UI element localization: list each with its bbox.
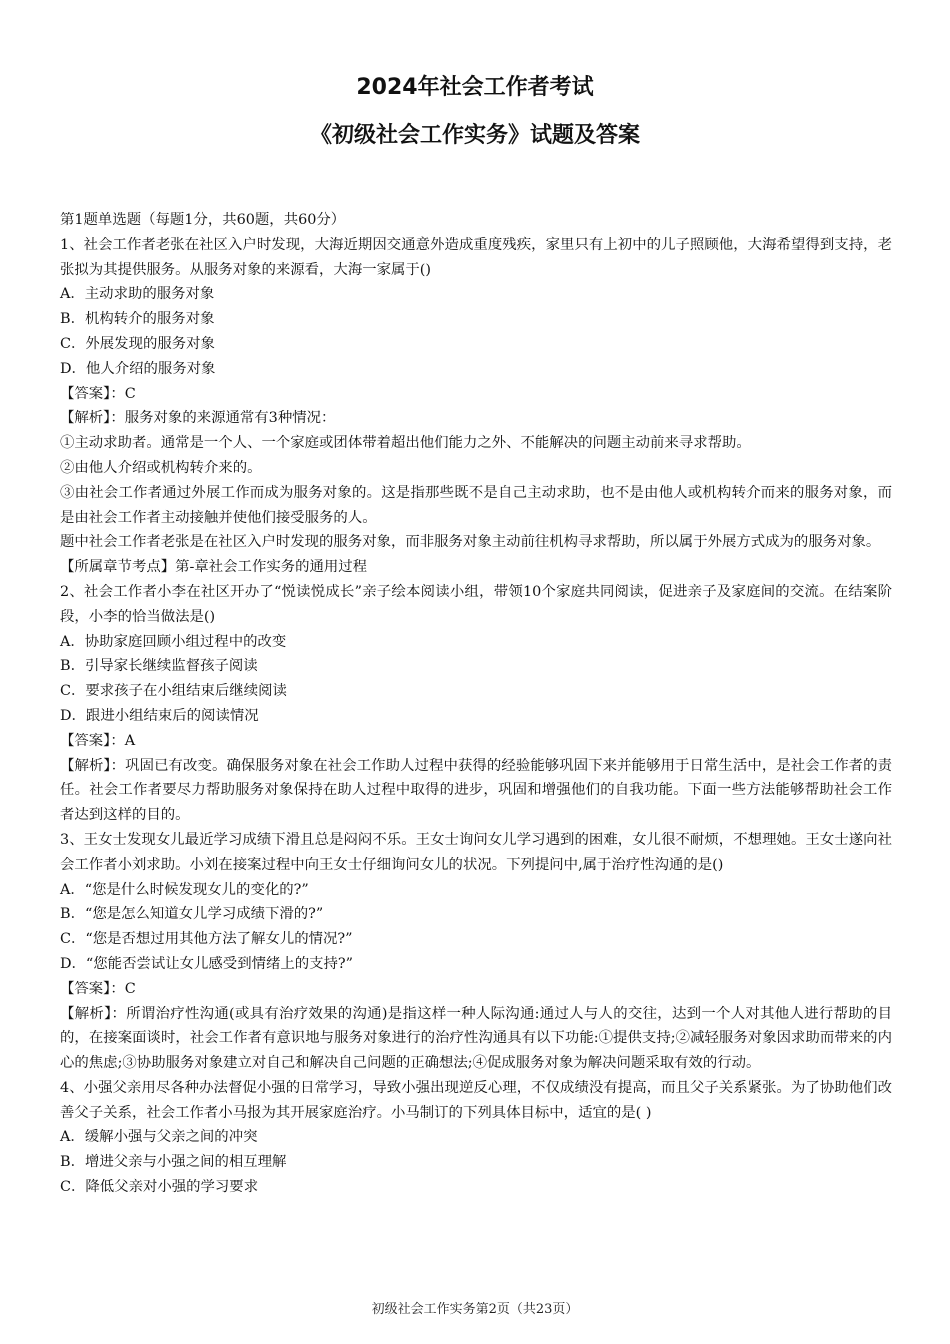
question-4-option-b: B．增进父亲与小强之间的相互理解 xyxy=(60,1154,287,1171)
document-title: 2024年社会工作者考试 xyxy=(356,75,594,100)
question-4-option-c: C．降低父亲对小强的学习要求 xyxy=(60,1179,259,1196)
document-body xyxy=(60,208,892,1200)
document-subtitle: 《初级社会工作实务》试题及答案 xyxy=(309,123,640,148)
question-3-option-c: C．“您是否想过用其他方法了解女儿的情况?” xyxy=(60,931,353,948)
question-1-point-1: ①主动求助者。通常是一个人、一个家庭或团体带着超出他们能力之外、不能解决的问题主动前来寻求帮助。 xyxy=(60,435,751,452)
question-1-point-3: ③由社会工作者通过外展工作而成为服务对象的。这是指那些既不是自己主动求助，也不是由他人或机构转介而来的服务对象，而是由社会工作者主动接触并使他们接受服务的人。 xyxy=(60,484,892,526)
question-1-option-d: D．他人介绍的服务对象 xyxy=(60,360,216,377)
question-4-option-a: A．缓解小强与父亲之间的冲突 xyxy=(60,1129,258,1146)
question-1-option-b: B．机构转介的服务对象 xyxy=(60,311,215,328)
question-2-option-a: A．协助家庭回顾小组过程中的改变 xyxy=(60,633,287,650)
question-1-stem: 1、社会工作者老张在社区入户时发现，大海近期因交通意外造成重度残疾，家里只有上初中的儿子照顾他，大海希望得到支持，老张拟为其提供服务。从服务对象的来源看，大海一家属于() xyxy=(60,236,892,278)
question-2-analysis: 【解析】：巩固已有改变。确保服务对象在社会工作助人过程中获得的经验能够巩固下来并能够用于日常生活中，是社会工作者的责任。社会工作者要尽力帮助服务对象保持在助人过程中取得的进步，巩固和增强他们的自我功能。下面一些方法能够帮助社会工作者达到这样的目的。 xyxy=(60,757,892,824)
question-3-option-d: D．“您能否尝试让女儿感受到情绪上的支持?” xyxy=(60,955,353,972)
question-2-option-d: D．跟进小组结束后的阅读情况 xyxy=(60,707,259,724)
page-footer: 初级社会工作实务第2页（共23页） xyxy=(371,1302,579,1317)
question-1-option-c: C．外展发现的服务对象 xyxy=(60,335,215,352)
question-3-answer: 【答案】：C xyxy=(60,980,136,997)
question-1-option-a: A．主动求助的服务对象 xyxy=(60,286,215,303)
question-2-option-c: C．要求孩子在小组结束后继续阅读 xyxy=(60,683,287,700)
question-1-analysis: 【解析】：服务对象的来源通常有3种情况： xyxy=(60,410,336,427)
section-heading: 第1题单选题（每题1分，共60题，共60分） xyxy=(60,212,346,228)
question-3-stem: 3、王女士发现女儿最近学习成绩下滑且总是闷闷不乐。王女士询问女儿学习遇到的困难，女儿很不耐烦，不想理她。王女士遂向社会工作者小刘求助。小刘在接案过程中向王女士仔细询问女儿的状况。下列提问中,属于治疗性沟通的是() xyxy=(60,831,892,873)
question-2-stem: 2、社会工作者小李在社区开办了“悦读悦成长”亲子绘本阅读小组，带领10个家庭共同阅读，促进亲子及家庭间的交流。在结案阶段，小李的恰当做法是() xyxy=(60,583,892,625)
question-1-answer: 【答案】：C xyxy=(60,385,136,402)
question-1-point-2: ②由他人介绍或机构转介来的。 xyxy=(60,459,262,476)
question-2-answer: 【答案】：A xyxy=(60,732,136,749)
question-3-analysis: 【解析】：所谓治疗性沟通(或具有治疗效果的沟通)是指这样一种人际沟通:通过人与人的交往，达到一个人对其他人进行帮助的目的，在接案面谈时，社会工作者有意识地与服务对象进行的治疗性沟通具有以下功能:①提供支持;②减轻服务对象因求助而带来的内心的焦虑;③协助服务对象建立对自己和解决自己问题的正确想法;④促成服务对象为解决问题采取有效的行动。 xyxy=(60,1005,892,1072)
question-1-conclusion: 题中社会工作者老张是在社区入户时发现的服务对象，而非服务对象主动前往机构寻求帮助，所以属于外展方式成为的服务对象。 xyxy=(60,534,881,551)
question-3-option-a: A．“您是什么时候发现女儿的变化的?” xyxy=(60,881,309,898)
question-1-chapter: 【所属章节考点】第-章社会工作实务的通用过程 xyxy=(60,559,368,576)
question-4-stem: 4、小强父亲用尽各种办法督促小强的日常学习，导致小强出现逆反心理，不仅成绩没有提高，而且父子关系紧张。为了协助他们改善父子关系，社会工作者小马报为其开展家庭治疗。小马制订的下列具体目标中，适宜的是( ) xyxy=(60,1079,892,1121)
question-3-option-b: B．“您是怎么知道女儿学习成绩下滑的?” xyxy=(60,906,324,923)
question-2-option-b: B．引导家长继续监督孩子阅读 xyxy=(60,658,258,675)
